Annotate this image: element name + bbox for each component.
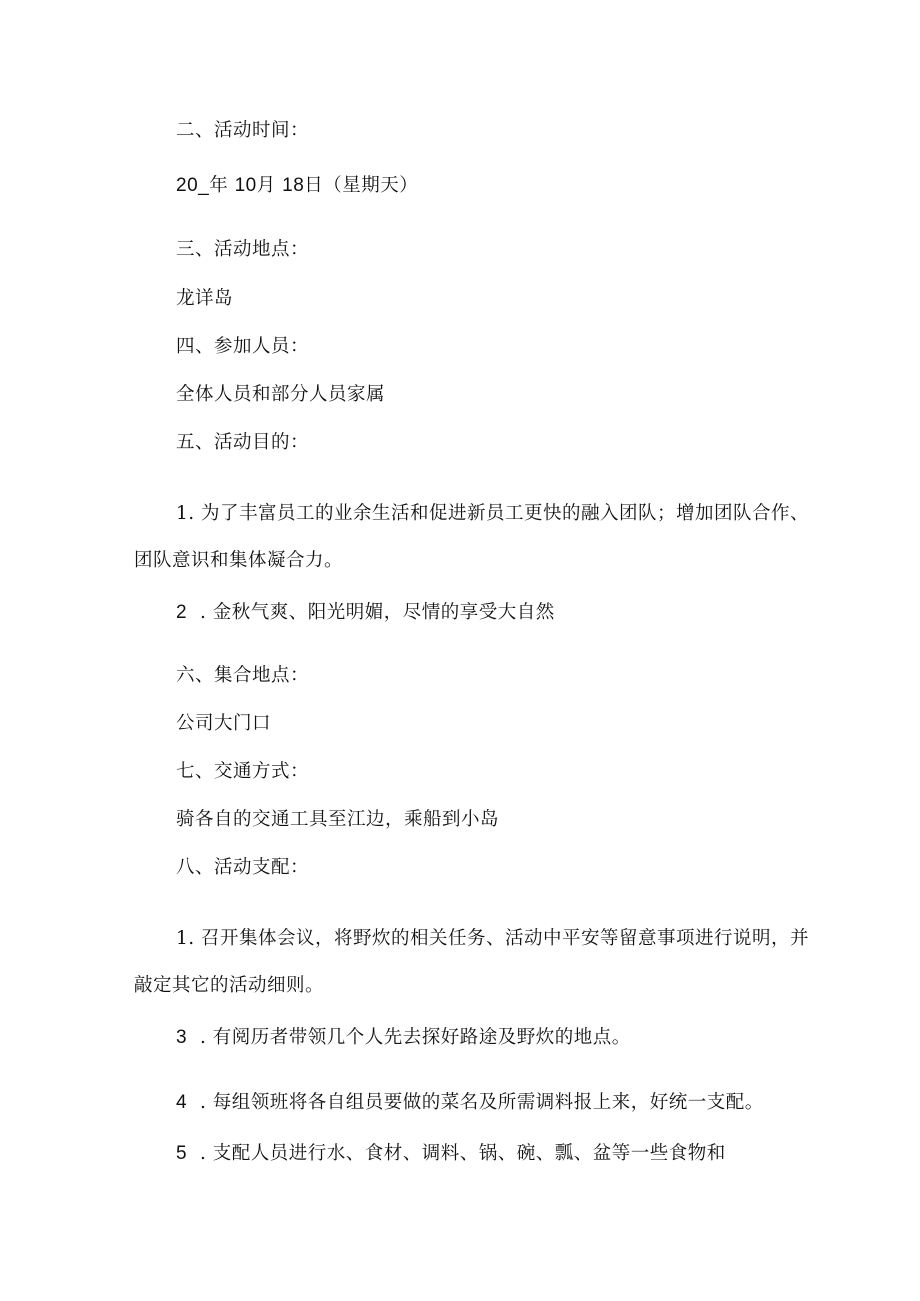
- arrangement-item-5-text: . 支配人员进行水、食材、调料、锅、碗、瓢、盆等一些食物和: [200, 1143, 726, 1164]
- heading-arrangement: 八、活动支配：: [176, 857, 310, 878]
- participants: 全体人员和部分人员家属: [176, 384, 386, 405]
- date-day-rest: 日（星期天）: [304, 175, 419, 196]
- arrangement-item-1-line-1: 1. 召开集体会议，将野炊的相关任务、活动中平安等留意事项进行说明，并: [176, 928, 810, 949]
- purpose-item-2: [176, 601, 555, 625]
- arrangement-item-3: [176, 1026, 631, 1050]
- heading-activity-purpose: 五、活动目的：: [176, 432, 310, 453]
- transport: 骑各自的交通工具至江边，乘船到小岛: [176, 809, 500, 830]
- date-year-char: 年: [209, 175, 229, 196]
- date-month-number: 10: [234, 175, 257, 196]
- arrangement-item-4-text: . 每组领班将各自组员要做的菜名及所需调料报上来，好统一支配。: [200, 1092, 764, 1113]
- date-year-number: 20_: [176, 175, 210, 196]
- arrangement-item-4-number: 4: [176, 1092, 188, 1113]
- arrangement-item-3-text: . 有阅历者带领几个人先去探好路途及野炊的地点。: [200, 1027, 631, 1048]
- heading-transport: 七、交通方式：: [176, 761, 310, 782]
- heading-activity-time: 二、活动时间：: [176, 120, 310, 141]
- gathering-place: 公司大门口: [176, 713, 272, 734]
- date-month-char: 月: [256, 175, 276, 196]
- arrangement-item-5-number: 5: [176, 1143, 188, 1164]
- arrangement-item-1-line-2: 敲定其它的活动细则。: [134, 975, 325, 996]
- heading-gathering-place: 六、集合地点：: [176, 665, 310, 686]
- arrangement-item-3-number: 3: [176, 1027, 188, 1048]
- purpose-item-2-text: . 金秋气爽、阳光明媚，尽情的享受大自然: [200, 602, 555, 623]
- date-day-number: 18: [282, 175, 305, 196]
- purpose-item-1-line-1: 1. 为了丰富员工的业余生活和促进新员工更快的融入团队；增加团队合作、: [176, 503, 810, 524]
- arrangement-item-4: [176, 1091, 764, 1115]
- heading-participants: 四、参加人员：: [176, 336, 310, 357]
- purpose-item-2-number: 2: [176, 602, 188, 623]
- activity-place: 龙详岛: [176, 288, 234, 309]
- activity-date: [176, 174, 418, 198]
- purpose-item-1-line-2: 团队意识和集体凝合力。: [134, 550, 344, 571]
- heading-activity-place: 三、活动地点：: [176, 239, 310, 260]
- arrangement-item-5: [176, 1142, 726, 1166]
